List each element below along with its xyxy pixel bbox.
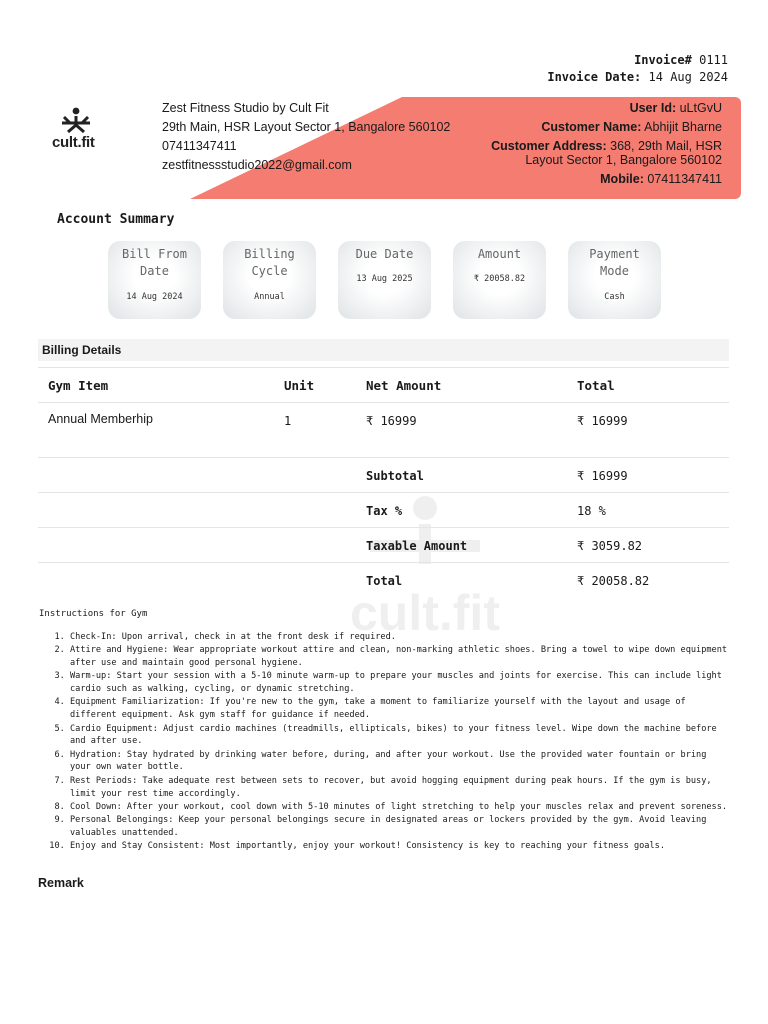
total-row: [38, 563, 729, 598]
item-total: ₹ 16999: [577, 403, 729, 458]
summary-card-billing-cycle: Billing Cycle Annual: [223, 241, 316, 319]
total-value: ₹ 20058.82: [577, 563, 729, 598]
remark-label: Remark: [38, 876, 84, 890]
list-item: 9. Personal Belongings: Keep your personal belongings secure in designated areas or lockers provided by the gym. Avoid leaving valuables unattended.: [70, 814, 729, 840]
item-net-amount: ₹ 16999: [366, 403, 577, 458]
list-item: 4. Equipment Familiarization: If you're new to the gym, take a moment to familiarize yourself with the layout and usage of different equipment. Ask gym staff for guidance if needed.: [70, 696, 729, 722]
tax-row: [38, 493, 729, 528]
subtotal-value: ₹ 16999: [577, 458, 729, 493]
list-item: 3. Warm-up: Start your session with a 5-10 minute warm-up to prepare your muscles and joints for exercise. This can include light cardio such as walking, cycling, or dynamic stretching.: [70, 670, 729, 696]
list-item: 6. Hydration: Stay hydrated by drinking water before, during, and after your workout. Use the provided water fountain or bring your own water bottle.: [70, 749, 729, 775]
list-item: 2. Attire and Hygiene: Wear appropriate workout attire and clean, non-marking athletic shoes. Bring a towel to wipe down equipment after use and maintain good personal hygiene.: [70, 644, 729, 670]
billing-details-title: Billing Details: [38, 339, 729, 361]
header-unit: Unit: [284, 368, 366, 403]
svg-text:cult.fit: cult.fit: [350, 585, 500, 641]
summary-card-amount: Amount ₹ 20058.82: [453, 241, 546, 319]
instructions-list: [39, 631, 729, 854]
taxable-amount-row: [38, 528, 729, 563]
table-row: [38, 403, 729, 458]
studio-name: Zest Fitness Studio by Cult Fit: [162, 101, 329, 115]
customer-name: Customer Name: Abhijit Bharne: [541, 120, 722, 134]
billing-header-row: [38, 368, 729, 403]
instructions-title: Instructions for Gym: [39, 609, 148, 619]
summary-card-due-date: Due Date 13 Aug 2025: [338, 241, 431, 319]
studio-address: 29th Main, HSR Layout Sector 1, Bangalore 560102: [162, 120, 451, 134]
customer-user-id: User Id: uLtGvU: [629, 101, 722, 115]
summary-card-bill-from-date: Bill From Date 14 Aug 2024: [108, 241, 201, 319]
subtotal-label: Subtotal: [366, 458, 577, 493]
list-item: 1. Check-In: Upon arrival, check in at the front desk if required.: [70, 631, 729, 644]
invoice-number-line: Invoice# 0111: [634, 53, 728, 67]
account-summary-title: Account Summary: [57, 212, 175, 227]
item-unit: 1: [284, 403, 366, 458]
header-gym-item: Gym Item: [38, 368, 284, 403]
taxable-amount-value: ₹ 3059.82: [577, 528, 729, 563]
list-item: 5. Cardio Equipment: Adjust cardio machines (treadmills, ellipticals, bikes) to your fitness level. Wipe down the machine before and after use.: [70, 723, 729, 749]
list-item: 8. Cool Down: After your workout, cool down with 5-10 minutes of light stretching to help your muscles relax and prevent soreness.: [70, 801, 729, 814]
customer-mobile: Mobile: 07411347411: [600, 172, 722, 186]
list-item: 7. Rest Periods: Take adequate rest between sets to recover, but avoid hogging equipment during peak hours. If the gym is busy, limit your rest time accordingly.: [70, 775, 729, 801]
invoice-date: 14 Aug 2024: [648, 70, 728, 84]
studio-details: [162, 101, 452, 177]
item-name: Annual Memberhip: [38, 403, 284, 458]
total-label: Total: [366, 563, 577, 598]
summary-card-payment-mode: Payment Mode Cash: [568, 241, 661, 319]
tax-value: 18 %: [577, 493, 729, 528]
invoice-meta: [547, 52, 728, 86]
customer-details: [452, 101, 722, 191]
header-total: Total: [577, 368, 729, 403]
studio-email: zestfitnessstudio2022@gmail.com: [162, 158, 352, 172]
invoice-date-line: Invoice Date: 14 Aug 2024: [547, 70, 728, 84]
studio-phone: 07411347411: [162, 139, 237, 153]
logo-text: cult.fit: [52, 134, 95, 151]
subtotal-row: [38, 458, 729, 493]
tax-label: Tax %: [366, 493, 577, 528]
customer-address: Customer Address: 368, 29th Mail, HSR Layout Sector 1, Bangalore 560102: [491, 139, 722, 167]
billing-table: [38, 367, 729, 598]
invoice-number: 0111: [699, 53, 728, 67]
taxable-amount-label: Taxable Amount: [366, 528, 577, 563]
list-item: 10. Enjoy and Stay Consistent: Most importantly, enjoy your workout! Consistency is key to reaching your fitness goals.: [70, 840, 729, 853]
header-net-amount: Net Amount: [366, 368, 577, 403]
